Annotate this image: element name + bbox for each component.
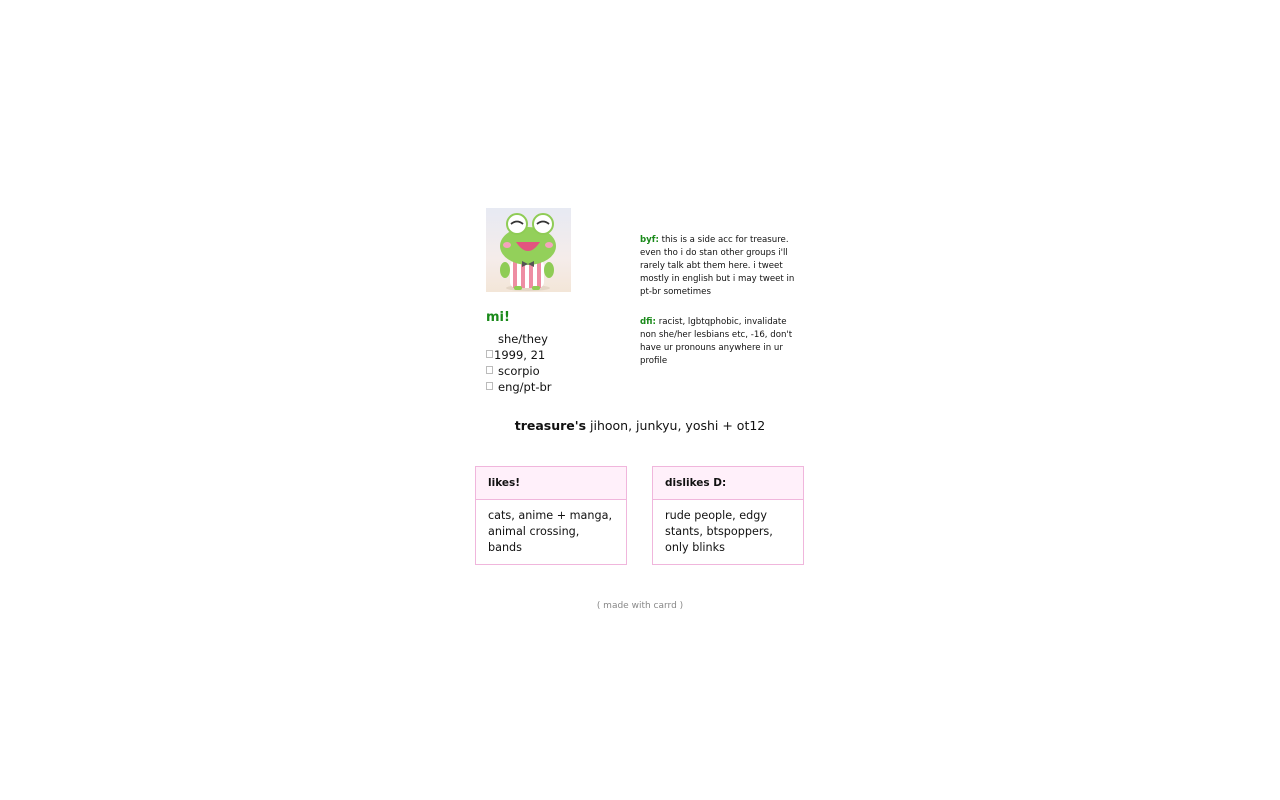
fact-birth: 1999, 21 (486, 347, 552, 363)
dfi-text: racist, lgbtqphobic, invalidate non she/her lesbians etc, -16, don't have ur pronouns anywhere in ur profile (640, 317, 793, 366)
fact-pronouns: she/they (486, 331, 552, 347)
likes-title: likes! (476, 467, 626, 500)
globe-icon (486, 382, 493, 390)
calendar-icon (486, 350, 493, 358)
likes-box (475, 466, 627, 565)
byf-section (640, 234, 800, 299)
blank-icon (486, 334, 493, 342)
frog-character-icon (486, 208, 571, 292)
avatar (486, 208, 571, 292)
made-with-carrd-link[interactable]: ( made with carrd ) (596, 601, 684, 611)
dfi-section (640, 316, 800, 368)
likes-text: cats, anime + manga, animal crossing, bands (488, 509, 613, 554)
bias-members: jihoon, junkyu, yoshi + ot12 (590, 418, 766, 433)
fact-sign: scorpio (486, 363, 552, 379)
dfi-label: dfi: (640, 317, 656, 327)
fact-languages: eng/pt-br (486, 379, 552, 395)
dislikes-text: rude people, edgy stants, btspoppers, only blinks (665, 509, 773, 554)
dislikes-box (652, 466, 804, 565)
bias-group: treasure's (514, 418, 587, 433)
byf-text: this is a side acc for treasure. even tho i do stan other groups i'll rarely talk abt them here. i tweet mostly in english but i may tweet in pt-br sometimes (640, 235, 795, 297)
profile-name: mi! (486, 310, 510, 325)
star-icon (486, 366, 493, 374)
byf-label: byf: (640, 235, 659, 245)
bias-line (0, 418, 1280, 433)
profile-facts (486, 331, 552, 395)
dislikes-title: dislikes D: (653, 467, 803, 500)
